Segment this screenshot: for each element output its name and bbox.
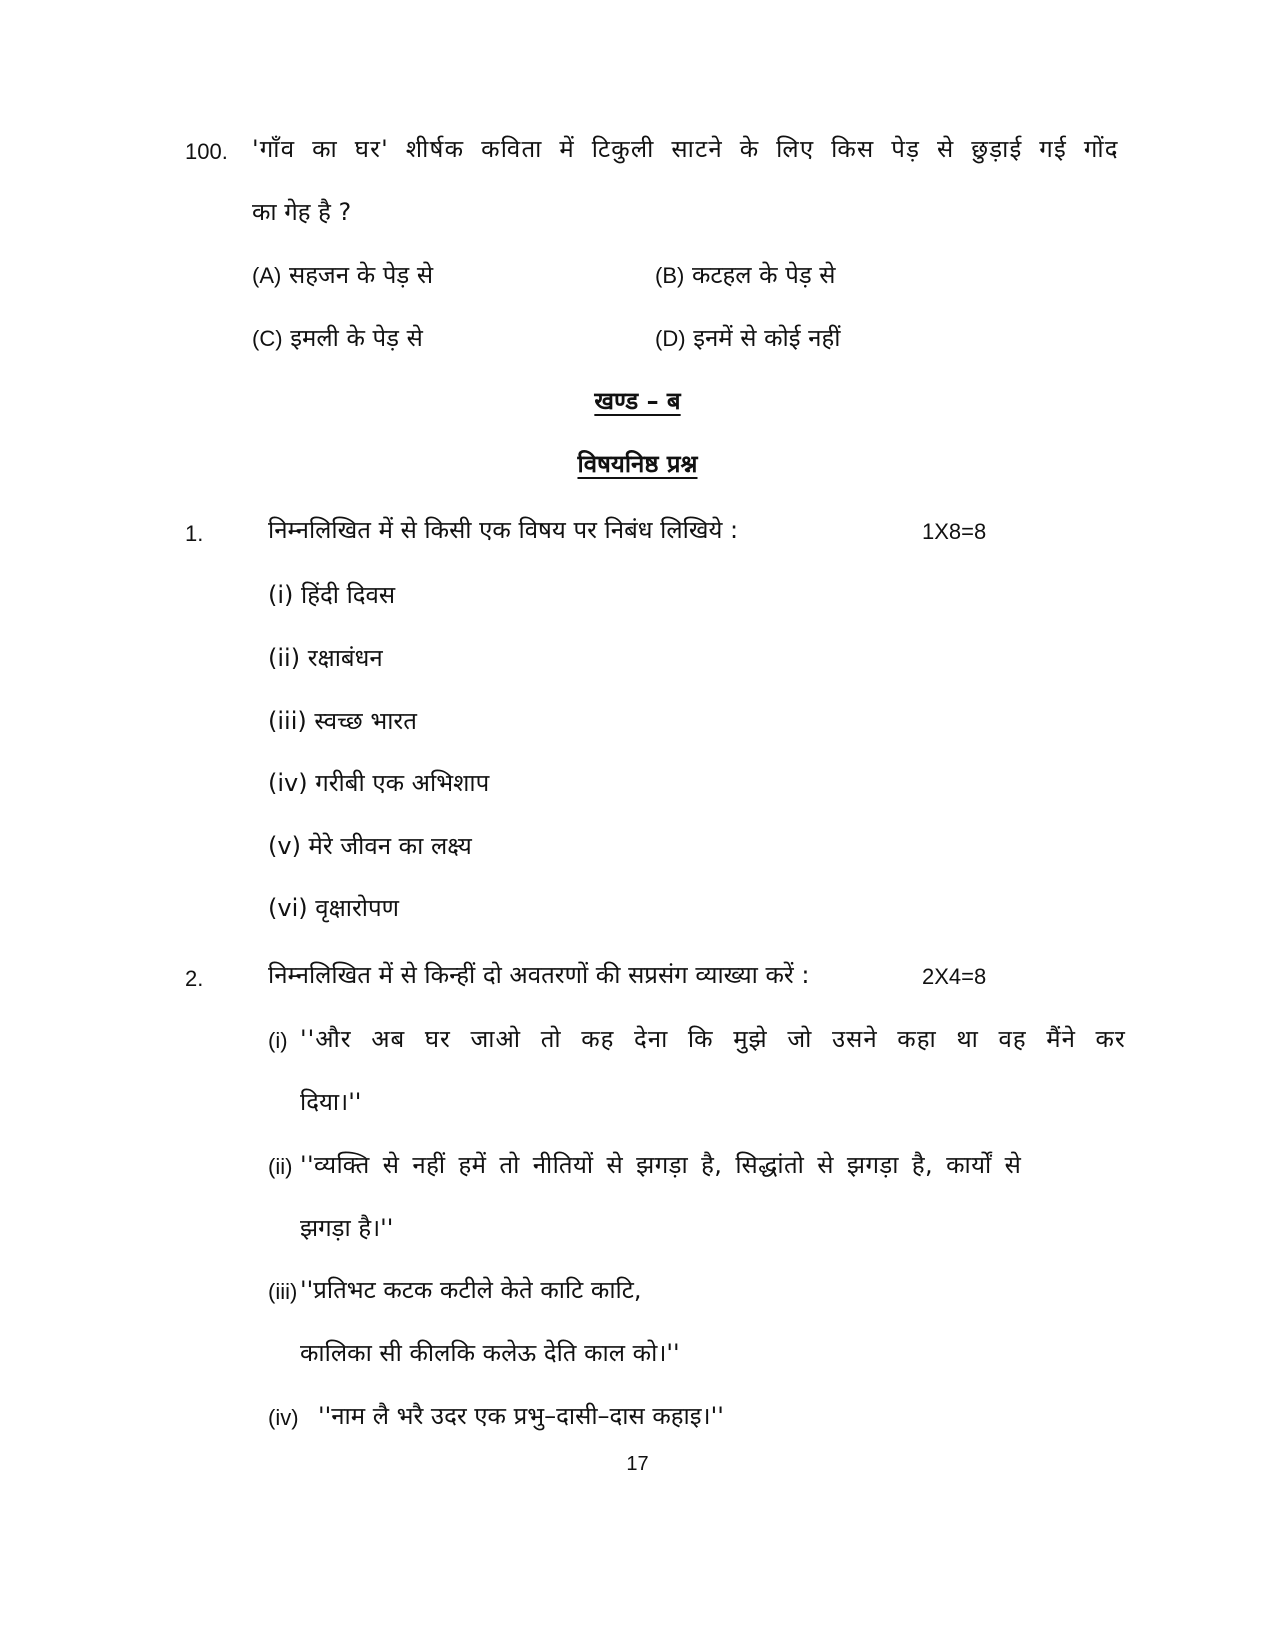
- passage-4-line1: ''नाम लै भरै उदर एक प्रभु–दासी–दास कहाइ।'': [318, 1402, 724, 1430]
- q2-text: निम्नलिखित में से किन्हीं दो अवतरणों की सप्रसंग व्याख्या करें :: [268, 961, 810, 989]
- q1-item: (iii) स्वच्छ भारत: [268, 707, 417, 735]
- section-title-text: खण्ड – ब: [594, 387, 681, 415]
- page-number: 17: [626, 1453, 649, 1475]
- passage-2-line1: [300, 1149, 1048, 1181]
- passage-1-line2: दिया।'': [300, 1088, 362, 1116]
- q2-marks: 2X4=8: [922, 964, 987, 989]
- option-c-label: (C): [252, 326, 283, 351]
- passage-1-label: (i): [268, 1028, 288, 1053]
- passage-3-label: (iii): [268, 1279, 298, 1304]
- passage-4-label: (iv): [268, 1405, 299, 1430]
- option-c-text: इमली के पेड़ से: [290, 324, 423, 352]
- passage-3-line2: कालिका सी कीलकि कलेऊ देति काल को।'': [300, 1339, 680, 1367]
- section-subtitle-text: विषयनिष्ठ प्रश्न: [577, 450, 698, 478]
- q1-marks: 1X8=8: [922, 519, 987, 544]
- q1-item: (iv) गरीबी एक अभिशाप: [268, 769, 490, 797]
- option-a-label: (A): [252, 263, 282, 288]
- option-a-text: सहजन के पेड़ से: [288, 261, 434, 289]
- passage-1-line1: [300, 1023, 1126, 1055]
- q1-number: 1.: [185, 521, 204, 546]
- q100-option-b: [655, 259, 836, 292]
- q2-number: 2.: [185, 966, 204, 991]
- q1-item: (vi) वृक्षारोपण: [268, 894, 400, 922]
- q1-item: (ii) रक्षाबंधन: [268, 644, 383, 672]
- passage-1-text: ''और अब घर जाओ तो कह देना कि मुझे जो उसने कहा था वह मैंने कर: [300, 1025, 1126, 1053]
- option-b-text: कटहल के पेड़ से: [691, 261, 836, 289]
- option-d-text: इनमें से कोई नहीं: [693, 324, 841, 352]
- section-subtitle: [0, 448, 1275, 480]
- q100-option-c: [252, 322, 423, 355]
- passage-2-line2: झगड़ा है।'': [300, 1214, 394, 1242]
- q100-option-a: [252, 259, 433, 292]
- option-d-label: (D): [655, 326, 686, 351]
- passage-2-text: ''व्यक्ति से नहीं हमें तो नीतियों से झगड़ा है, सिद्धांतो से झगड़ा है, कार्यों से: [300, 1151, 1022, 1179]
- q100-text-line1: [252, 133, 1119, 165]
- passage-2-label: (ii): [268, 1154, 293, 1179]
- q1-text: निम्नलिखित में से किसी एक विषय पर निबंध लिखिये :: [268, 516, 739, 544]
- q100-number: 100.: [185, 139, 228, 164]
- option-b-label: (B): [655, 263, 685, 288]
- q100-option-d: [655, 322, 840, 355]
- section-title: [0, 385, 1275, 417]
- q100-text-line2: का गेह है ?: [252, 198, 352, 226]
- q1-item: (i) हिंदी दिवस: [268, 581, 396, 609]
- q1-item: (v) मेरे जीवन का लक्ष्य: [268, 832, 472, 860]
- passage-3-line1: ''प्रतिभट कटक कटीले केते काटि काटि,: [300, 1276, 642, 1304]
- q100-line1: 'गाँव का घर' शीर्षक कविता में टिकुली साटने के लिए किस पेड़ से छुड़ाई गई गोंद: [252, 135, 1119, 163]
